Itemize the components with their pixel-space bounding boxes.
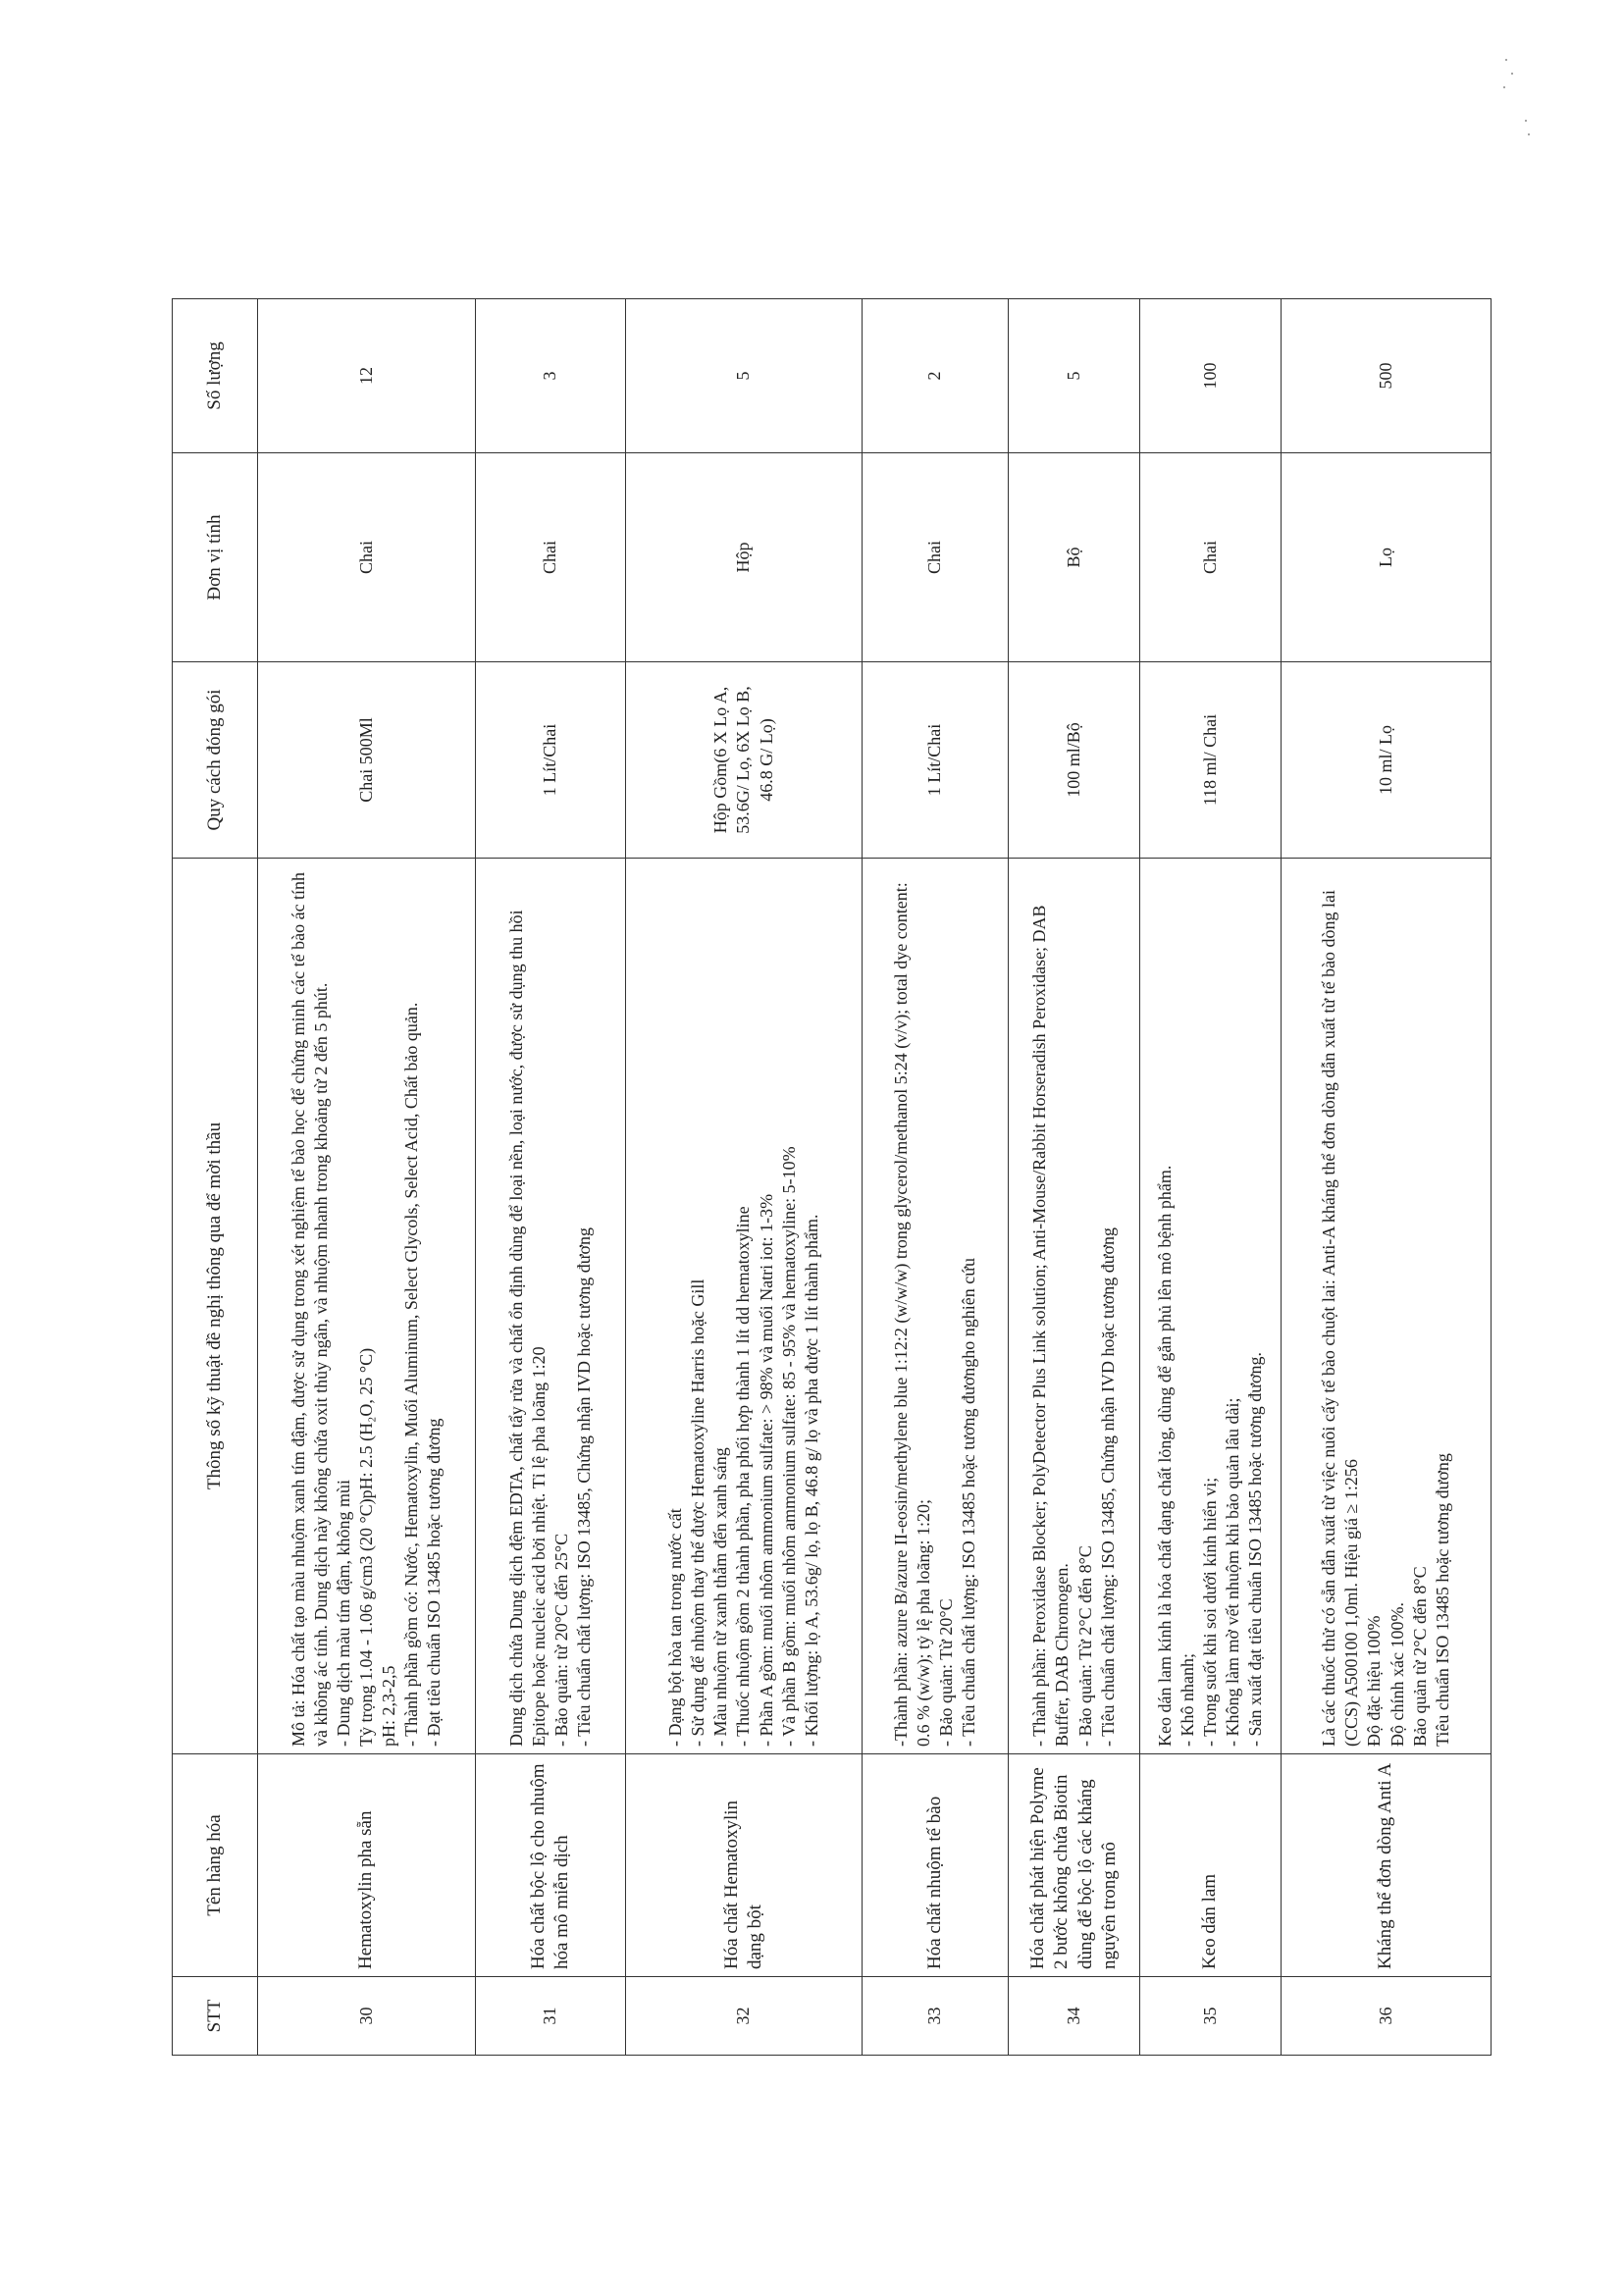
cell-spec	[1140, 859, 1282, 1754]
cell-pack: 1 Lít/Chai	[863, 662, 1009, 859]
spec-line: - Không làm mờ vết nhuộm khi bảo quản lâu dài;	[1223, 1397, 1243, 1747]
cell-name: Kháng thể đơn dòng Anti A	[1282, 1754, 1492, 1977]
table-row	[1009, 299, 1140, 2056]
table-row	[1282, 299, 1492, 2056]
cell-name: Hóa chất Hematoxylin dạng bột	[626, 1754, 863, 1977]
spec-line: - Thành phần: Peroxidase Blocker; PolyDetector Plus Link solution; Anti-Mouse/Rabbit Horseradish Peroxidase; DAB Buffer, DAB Chromogen.	[1029, 905, 1073, 1747]
cell-stt: 35	[1140, 1977, 1282, 2056]
header-stt: STT	[173, 1977, 258, 2056]
cell-qty: 3	[476, 299, 626, 453]
cell-spec	[476, 859, 626, 1754]
header-unit: Đơn vị tính	[173, 453, 258, 662]
spec-line: - Thành phần gồm có: Nước, Hematoxylin, Muối Aluminum, Select Glycols, Select Acid, Chất bảo quản.	[401, 1002, 422, 1747]
cell-stt: 34	[1009, 1977, 1140, 2056]
table-row	[863, 299, 1009, 2056]
table-header-row	[173, 299, 258, 2056]
spec-line: - Màu nhuộm từ xanh thẫm đến xanh sáng	[710, 1447, 731, 1747]
cell-pack: Hộp Gồm(6 X Lọ A, 53.6G/ Lọ, 6X Lọ B, 46.8 G/ Lọ)	[626, 662, 863, 859]
cell-pack: 100 ml/Bộ	[1009, 662, 1140, 859]
spec-line: Tiêu chuẩn ISO 13485 hoặc tương đương	[1432, 1453, 1452, 1747]
spec-line: Mô tả: Hóa chất tạo màu nhuộm xanh tím đậm, được sử dụng trong xét nghiệm tế bào học để chứng minh các tế bào ác tính và không ác tính. Dung dịch này không chứa oxit thủy ngân, và nhuộm nhanh trong khoảng từ 2 đến 5 phút.	[288, 871, 331, 1747]
spec-line: - Khối lượng: lọ A, 53.6g/ lọ, lọ B, 46.8 g/ lọ và pha được 1 lít thành phẩm.	[801, 1214, 821, 1747]
spec-line: Bảo quản từ 2°C đến 8°C	[1409, 1566, 1430, 1747]
cell-qty: 12	[258, 299, 476, 453]
rotated-table-frame	[172, 299, 1482, 2056]
spec-line: Tỷ trọng 1.04 - 1.06 g/cm3 (20 °C)pH: 2.5 (H₂O, 25 °C)	[355, 1347, 376, 1747]
table-row	[626, 299, 863, 2056]
cell-spec	[258, 859, 476, 1754]
spec-line: - Tiêu chuẩn chất lượng: ISO 13485, Chứng nhận IVD hoặc tương đương	[1097, 1226, 1118, 1747]
cell-spec	[1282, 859, 1492, 1754]
spec-line: Độ chính xác 100%.	[1387, 1602, 1407, 1747]
spec-line: Dung dịch chứa Dung dịch đệm EDTA, chất tẩy rửa và chất ổn định dùng để loại nền, loại nước, được sử dụng thu hồi Epitope hoặc nucleic acid bởi nhiệt. Tỉ lệ pha loãng 1:20	[505, 910, 549, 1747]
spec-line: pH: 2,3-2,5	[379, 1665, 399, 1747]
cell-name: Hóa chất nhuộm tế bào	[863, 1754, 1009, 1977]
cell-qty: 5	[626, 299, 863, 453]
header-pack: Quy cách đóng gói	[173, 662, 258, 859]
spec-line: - Bảo quản: Từ 20°C	[936, 1598, 956, 1747]
table-row	[258, 299, 476, 2056]
cell-unit: Chai	[476, 453, 626, 662]
cell-name: Keo dán lam	[1140, 1754, 1282, 1977]
cell-stt: 32	[626, 1977, 863, 2056]
cell-qty: 2	[863, 299, 1009, 453]
spec-line: - Bảo quản: Từ 2°C đến 8°C	[1074, 1545, 1095, 1747]
spec-line: - Và phần B gồm: muối nhôm ammonium sulfate: 85 - 95% và hematoxyline: 5-10%	[778, 1146, 799, 1747]
spec-line: - Thuốc nhuộm gồm 2 thành phần, pha phối hợp thành 1 lít dd hematoxyline	[733, 1206, 754, 1747]
spec-line: - Đạt tiêu chuẩn ISO 13485 hoặc tương đương	[424, 1418, 445, 1747]
spec-line: - Sản xuất đạt tiêu chuẩn ISO 13485 hoặc tương đương.	[1245, 1352, 1266, 1747]
cell-stt: 33	[863, 1977, 1009, 2056]
cell-name: Hóa chất bộc lộ cho nhuộm hóa mô miễn dịch	[476, 1754, 626, 1977]
cell-spec	[1009, 859, 1140, 1754]
scan-specks	[1501, 59, 1541, 147]
cell-spec	[626, 859, 863, 1754]
spec-line: - Tiêu chuẩn chất lượng: ISO 13485 hoặc tương đươngho nghiên cứu	[959, 1257, 979, 1747]
cell-name: Hematoxylin pha sẵn	[258, 1754, 476, 1977]
cell-name: Hóa chất phát hiện Polyme 2 bước không chứa Biotin dùng để bộc lộ các kháng nguyên trong mô	[1009, 1754, 1140, 1977]
header-qty: Số lượng	[173, 299, 258, 453]
cell-qty: 100	[1140, 299, 1282, 453]
spec-line: -Thành phần: azure B/azure II-eosin/methylene blue 1:12:2 (w/w/w) trong glycerol/methanol 5:24 (v/v); total dye content: 0.6 % (w/w); tỷ lệ pha loãng: 1:20;	[890, 882, 933, 1747]
table-row	[476, 299, 626, 2056]
spec-line: Độ đặc hiệu 100%	[1364, 1615, 1385, 1747]
cell-unit: Chai	[258, 453, 476, 662]
cell-spec	[863, 859, 1009, 1754]
cell-pack: 1 Lít/Chai	[476, 662, 626, 859]
cell-qty: 500	[1282, 299, 1492, 453]
cell-unit: Hộp	[626, 453, 863, 662]
cell-pack: Chai 500Ml	[258, 662, 476, 859]
spec-line: - Sử dụng để nhuộm thay thế được Hematoxyline Harris hoặc Gill	[688, 1278, 708, 1747]
spec-line: - Dung dịch màu tím đậm, không mùi	[333, 1480, 353, 1747]
cell-unit: Chai	[863, 453, 1009, 662]
spec-line: - Phần A gồm: muối nhôm ammonium sulfate: > 98% và muối Natri iot: 1-3%	[756, 1193, 776, 1747]
header-name: Tên hàng hóa	[173, 1754, 258, 1977]
spec-line: Keo dán lam kính là hóa chất dạng chất lỏng, dùng để gắn phủ lên mô bệnh phẩm.	[1154, 1165, 1175, 1747]
spec-line: - Trong suốt khi soi dưới kính hiển vi;	[1199, 1477, 1220, 1747]
spec-line: - Tiêu chuẩn chất lượng: ISO 13485, Chứng nhận IVD hoặc tương đương	[574, 1226, 595, 1747]
cell-unit: Bộ	[1009, 453, 1140, 662]
cell-qty: 5	[1009, 299, 1140, 453]
cell-pack: 118 ml/ Chai	[1140, 662, 1282, 859]
cell-stt: 30	[258, 1977, 476, 2056]
table-row	[1140, 299, 1282, 2056]
spec-line: - Khô nhanh;	[1177, 1653, 1197, 1747]
cell-unit: Chai	[1140, 453, 1282, 662]
specification-table	[172, 298, 1492, 2056]
cell-unit: Lọ	[1282, 453, 1492, 662]
cell-stt: 36	[1282, 1977, 1492, 2056]
cell-pack: 10 ml/ Lọ	[1282, 662, 1492, 859]
spec-line: Là các thuốc thử có sẵn dẫn xuất từ việc nuôi cấy tế bào chuột lai: Anti-A kháng thể đơn dòng dẫn xuất từ tế bào dòng lai (CCS) A500100 1,0ml. Hiệu giá ≥ 1:256	[1319, 889, 1362, 1747]
spec-line: - Dạng bột hòa tan trong nước cất	[665, 1508, 686, 1747]
header-spec: Thông số kỹ thuật đề nghị thông qua để mời thầu	[173, 859, 258, 1754]
spec-line: - Bảo quản: từ 20°C đến 25°C	[551, 1533, 571, 1747]
cell-stt: 31	[476, 1977, 626, 2056]
